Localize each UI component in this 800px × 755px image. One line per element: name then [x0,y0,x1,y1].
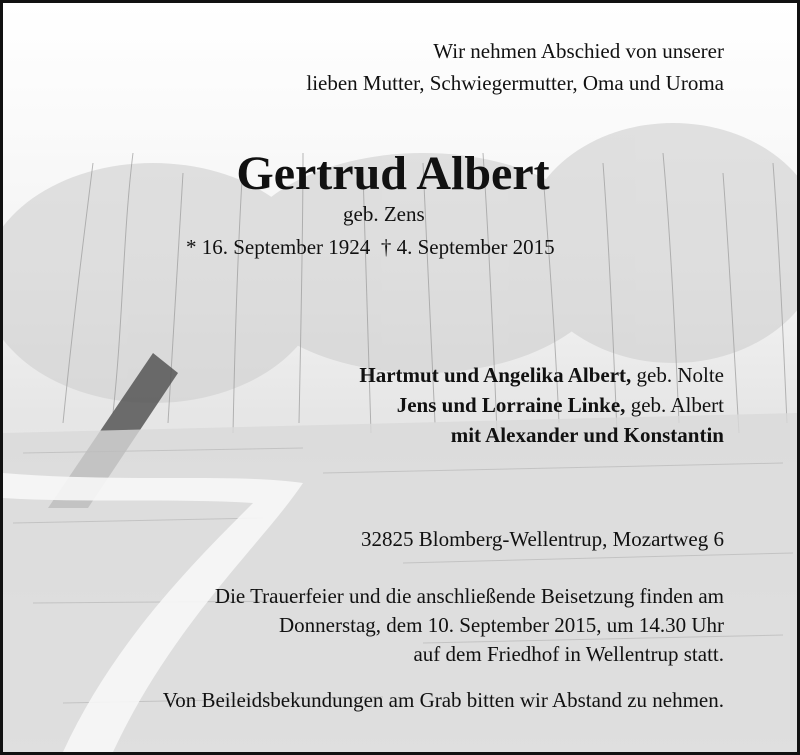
mourner-line [359,390,724,420]
mourner-line [359,360,724,390]
mourner-line [359,420,724,450]
mourner-names: mit Alexander und Konstantin [450,423,724,447]
mourner-note: geb. Albert [630,393,724,417]
life-dates [186,235,555,260]
ceremony-line: auf dem Friedhof in Wellentrup statt. [413,642,724,666]
deceased-name: Gertrud Albert [236,147,550,200]
address: 32825 Blomberg-Wellentrup, Mozartweg 6 [360,527,724,551]
death-date: † 4. September 2015 [380,235,555,259]
condolence-request: Von Beileidsbekundungen am Grab bitten wir Abstand zu nehmen. [162,688,724,712]
intro-text [306,35,724,99]
ceremony-line: Die Trauerfeier und die anschließende Beisetzung finden am [214,584,724,608]
ceremony-line: Donnerstag, dem 10. September 2015, um 14.30 Uhr [278,613,724,637]
intro-line: lieben Mutter, Schwiegermutter, Oma und Uroma [306,71,724,95]
ceremony-info [215,582,724,669]
intro-line: Wir nehmen Abschied von unserer [433,39,724,63]
mourner-names: Jens und Lorraine Linke, [396,393,626,417]
maiden-name: geb. Zens [343,202,425,226]
mourner-note: geb. Nolte [636,363,724,387]
mourner-names: Hartmut und Angelika Albert, [359,363,632,387]
birth-date: * 16. September 1924 [186,235,371,259]
mourners-list [359,360,724,450]
